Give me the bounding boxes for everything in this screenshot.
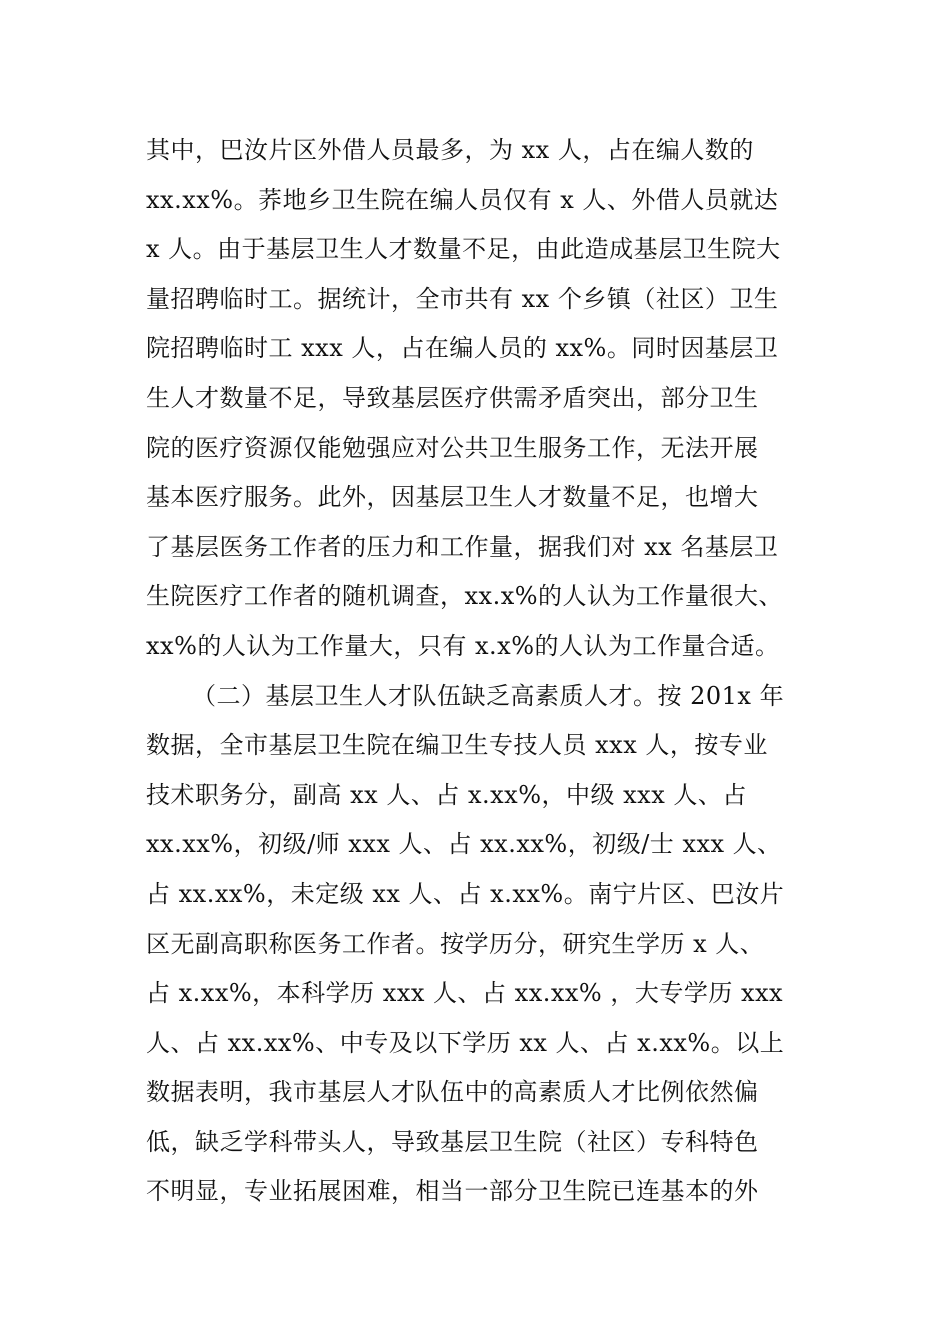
text-line: x 人。由于基层卫生人才数量不足，由此造成基层卫生院大 <box>146 235 781 264</box>
text-line: 人、占 xx.xx%、中专及以下学历 xx 人、占 x.xx%。以上 <box>146 1028 785 1057</box>
section-heading-line: （二）基层卫生人才队伍缺乏高素质人才。按 201x 年 <box>192 681 785 710</box>
text-line: 数据，全市基层卫生院在编卫生专技人员 xxx 人，按专业 <box>146 731 768 760</box>
text-line: 生院医疗工作者的随机调查，xx.x%的人认为工作量很大、 <box>146 582 784 611</box>
text-line: 了基层医务工作者的压力和工作量，据我们对 xx 名基层卫 <box>146 532 779 561</box>
text-line: 低，缺乏学科带头人，导致基层卫生院（社区）专科特色 <box>146 1127 759 1156</box>
text-line: 院的医疗资源仅能勉强应对公共卫生服务工作，无法开展 <box>146 433 759 462</box>
text-line: 占 xx.xx%，未定级 xx 人、占 x.xx%。南宁片区、巴汝片 <box>146 879 785 908</box>
text-line: 技术职务分，副高 xx 人、占 x.xx%，中级 xxx 人、占 <box>146 780 747 809</box>
text-line: 量招聘临时工。据统计，全市共有 xx 个乡镇（社区）卫生 <box>146 284 779 313</box>
text-line: xx.xx%，初级/师 xxx 人、占 xx.xx%，初级/士 xxx 人、 <box>146 830 782 859</box>
text-line: xx%的人认为工作量大，只有 x.x%的人认为工作量合适。 <box>146 631 780 660</box>
text-line: 区无副高职称医务工作者。按学历分，研究生学历 x 人、 <box>146 929 765 958</box>
text-line: 数据表明，我市基层人才队伍中的高素质人才比例依然偏 <box>146 1078 759 1107</box>
text-line: 生人才数量不足，导致基层医疗供需矛盾突出，部分卫生 <box>146 383 759 412</box>
text-line: 占 x.xx%，本科学历 xxx 人、占 xx.xx% ，大专学历 xxx <box>146 979 784 1008</box>
text-line: 其中，巴汝片区外借人员最多，为 xx 人，占在编人数的 <box>146 136 754 164</box>
text-line: xx.xx%。荞地乡卫生院在编人员仅有 x 人、外借人员就达 <box>146 185 779 214</box>
text-line: 基本医疗服务。此外，因基层卫生人才数量不足，也增大 <box>146 483 759 512</box>
text-line: 院招聘临时工 xxx 人，占在编人员的 xx%。同时因基层卫 <box>146 334 779 363</box>
text-line: 不明显，专业拓展困难，相当一部分卫生院已连基本的外 <box>146 1177 759 1206</box>
body-text <box>146 126 826 1217</box>
